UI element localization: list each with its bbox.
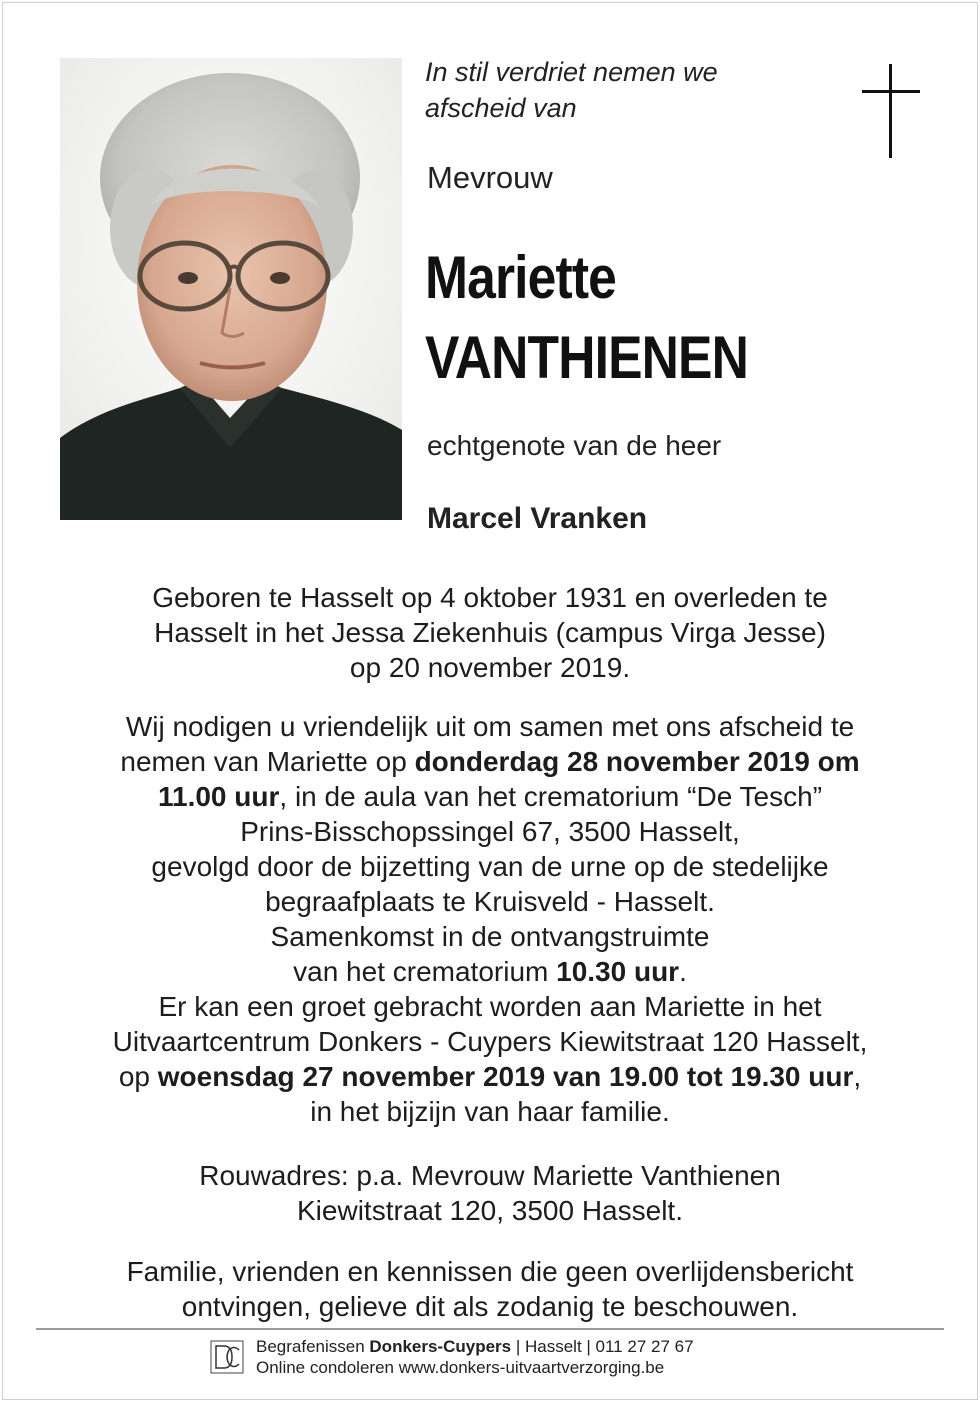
birth-line-1: Geboren te Hasselt op 4 oktober 1931 en overleden te (152, 582, 828, 613)
intro-text (425, 54, 805, 126)
invite-line: begraafplaats te Kruisveld - Hasselt. (265, 886, 715, 917)
birth-line-2: Hasselt in het Jessa Ziekenhuis (campus Virga Jesse) (154, 617, 826, 648)
footer-divider (36, 1328, 944, 1330)
birth-line-3: op 20 november 2019. (349, 652, 631, 683)
portrait-photo (60, 58, 402, 520)
company-name: Donkers-Cuypers (369, 1337, 512, 1356)
invite-line: Er kan een groet gebracht worden aan Mariette in het (158, 991, 822, 1022)
invite-line (40, 779, 940, 814)
intro-line-1: In stil verdriet nemen we (425, 57, 718, 87)
cross-icon (862, 64, 920, 158)
gathering-time: 10.30 uur (556, 956, 680, 987)
mourning-address (40, 1158, 940, 1228)
invite-text: nemen van Mariette op (120, 746, 415, 777)
address-line-2: Kiewitstraat 120, 3500 Hasselt. (297, 1195, 683, 1226)
invite-text: . (679, 956, 687, 987)
closing-line-2: ontvingen, gelieve dit als zodanig te beschouwen. (181, 1291, 799, 1322)
closing-note (40, 1254, 940, 1324)
ceremony-time: 11.00 uur (157, 781, 280, 812)
closing-line-1: Familie, vrienden en kennissen die geen overlijdensbericht (126, 1256, 854, 1287)
footer-contact: | Hasselt | 011 27 27 67 (511, 1337, 694, 1356)
relation-text: echtgenote van de heer (427, 430, 722, 461)
address-line-1: Rouwadres: p.a. Mevrouw Mariette Vanthienen (199, 1160, 781, 1191)
birth-death-paragraph (40, 580, 940, 685)
invite-text: van het crematorium (293, 956, 557, 987)
intro-line-2: afscheid van (425, 93, 577, 123)
invite-line: Wij nodigen u vriendelijk uit om samen met ons afscheid te (125, 711, 855, 742)
company-logo (210, 1340, 244, 1374)
last-name: VANTHIENEN (425, 324, 748, 391)
invite-line (40, 1059, 940, 1094)
invite-text: , (853, 1061, 862, 1092)
first-name: Mariette (425, 244, 616, 311)
footer-line-2[interactable]: Online condoleren www.donkers-uitvaartverzorging.be (256, 1358, 665, 1377)
invite-line: in het bijzijn van haar familie. (310, 1096, 670, 1127)
invite-line: Prins-Bisschopssingel 67, 3500 Hasselt, (240, 816, 740, 847)
footer-text: Begrafenissen (256, 1337, 370, 1356)
invite-line: Uitvaartcentrum Donkers - Cuypers Kiewitstraat 120 Hasselt, (112, 1026, 868, 1057)
ceremony-date: donderdag 28 november 2019 om (414, 746, 860, 777)
invite-line: gevolgd door de bijzetting van de urne op de stedelijke (151, 851, 829, 882)
invite-line (40, 744, 940, 779)
invitation-paragraph (40, 709, 940, 1129)
invite-line (40, 954, 940, 989)
honorific: Mevrouw (427, 160, 553, 195)
footer-lines (256, 1336, 694, 1378)
invite-line: Samenkomst in de ontvangstruimte (270, 921, 710, 952)
footer-line-1 (256, 1336, 694, 1357)
visitation-datetime: woensdag 27 november 2019 van 19.00 tot 19.30 uur (157, 1061, 854, 1092)
invite-text: op (118, 1061, 158, 1092)
invite-text: , in de aula van het crematorium “De Tesch” (279, 781, 823, 812)
deceased-name (425, 238, 748, 398)
spouse-name: Marcel Vranken (427, 502, 648, 535)
